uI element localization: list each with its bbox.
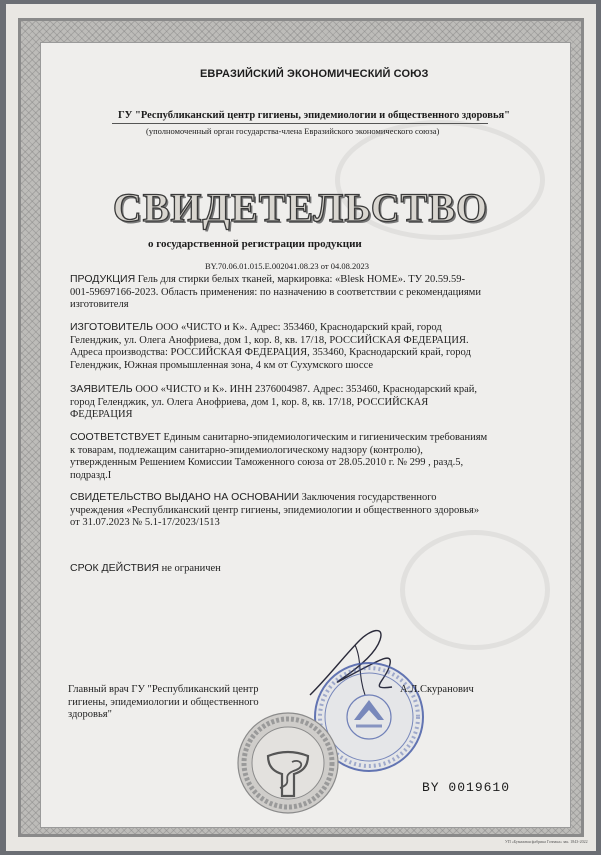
manufacturer-line: Геленджик, Южная промышленная зона, 4 км от Сухумского шоссе [70,359,374,371]
conformity-line: подразд.I [70,469,112,481]
product-section [70,273,540,312]
conformity-line: к товарам, подлежащим санитарно-эпидемиологическому надзору (контролю), [70,444,423,456]
conformity-line: Единым санитарно-эпидемиологическим и гигиеническим требованиям [163,432,488,443]
signatory-position [68,684,259,722]
product-line: 001-59697166-2023. Область применения: по назначению в соответствии с рекомендациями [70,286,481,298]
serial-digits: 0019610 [448,780,511,795]
conformity-section [70,431,540,482]
basis-section [70,491,540,530]
ghost-rosette-bottom [400,530,550,650]
validity-section [70,562,540,576]
basis-line: от 31.07.2023 № 5.1-17/2023/1513 [70,517,220,528]
applicant-line: ООО «ЧИСТО и К». ИНН 2376004987. Адрес: 353460, Краснодарский край, [135,384,478,395]
manufacturer-line: Геленджик, ул. Олега Анофриева, дом 1, кор. 8, кв. 17/18, РОССИЙСКАЯ ФЕДЕРАЦИЯ. [70,334,469,346]
serial-prefix: BY [422,780,440,795]
conformity-line: утвержденным Решением Комиссии Таможенного союза от 28.05.2010 г. № 299 , разд.5, [70,457,464,468]
medical-emblem [236,708,341,818]
signatory-position-line: здоровья" [68,709,112,720]
manufacturer-lead: ИЗГОТОВИТЕЛЬ [70,321,154,333]
serial-number [422,780,510,795]
signatory-name: А.Л.Скуранович [400,684,474,695]
union-title: ЕВРАЗИЙСКИЙ ЭКОНОМИЧЕСКИЙ СОЮЗ [200,68,429,80]
validity-text: не ограничен [161,563,221,574]
signatory-position-line: гигиены, эпидемиологии и общественного [68,696,259,708]
applicant-line: город Геленджик, ул. Олега Анофриева, дом 1, кор. 8, кв. 17/18, РОССИЙСКАЯ [70,396,429,408]
signatory-position-line: Главный врач ГУ "Республиканский центр [68,684,259,695]
conformity-lead: СООТВЕТСТВУЕТ [70,431,161,443]
manufacturer-line: Адреса производства: РОССИЙСКАЯ ФЕДЕРАЦИЯ, 353460, Краснодарский край, город [70,347,471,358]
institution-note: (уполномоченный орган государства-члена Евразийского экономического союза) [146,126,440,136]
basis-line: учреждения «Республиканский центр гигиены, эпидемиологии и общественного здоровья» [70,504,480,516]
product-line: изготовителя [70,299,129,310]
manufacturer-line: ООО «ЧИСТО и К». Адрес: 353460, Краснодарский край, город [155,322,442,333]
document-title: СВИДЕТЕЛЬСТВО [112,185,489,230]
institution-name: ГУ "Республиканский центр гигиены, эпидемиологии и общественного здоровья" [118,110,511,121]
document-subtitle: о государственной регистрации продукции [148,238,362,250]
basis-line: Заключения государственного [301,492,437,503]
applicant-lead: ЗАЯВИТЕЛЬ [70,383,133,395]
applicant-section [70,383,540,422]
product-line: Гель для стирки белых тканей, маркировка: «Blesk HOME». ТУ 20.59.59- [137,274,465,285]
institution-underline [112,123,488,124]
applicant-line: ФЕДЕРАЦИЯ [70,409,133,420]
validity-lead: СРОК ДЕЙСТВИЯ [70,562,159,574]
printer-footer: УП «Бумажная фабрика Гознака» зак. 1843-2022 [505,839,588,844]
registration-number: BY.70.06.01.015.E.002041.08.23 от 04.08.2023 [205,261,370,271]
basis-lead: СВИДЕТЕЛЬСТВО ВЫДАНО НА ОСНОВАНИИ [70,491,300,503]
manufacturer-section [70,321,540,372]
product-lead: ПРОДУКЦИЯ [70,273,136,285]
